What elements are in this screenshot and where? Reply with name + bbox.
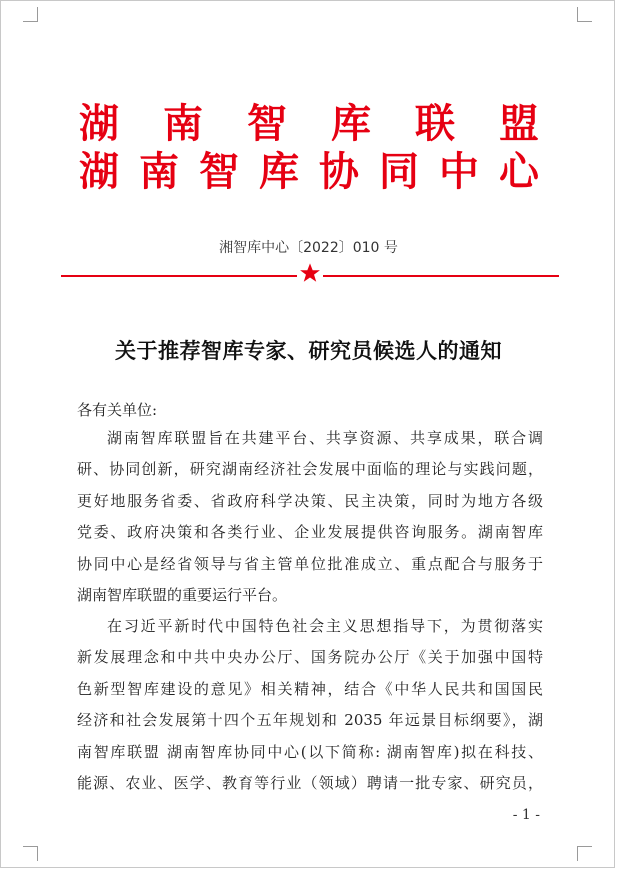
page-number: - 1 - [512, 807, 540, 823]
paragraph-line: 经济和社会发展第十四个五年规划和 2035 年远景目标纲要》，湖 [77, 711, 543, 730]
red-divider-right [323, 275, 559, 277]
paragraph-line: 新发展理念和中共中央办公厅、国务院办公厅《关于加强中国特 [77, 648, 543, 667]
salutation: 各有关单位: [77, 401, 158, 419]
paragraph-line: 湖南智库联盟的重要运行平台。 [77, 585, 288, 604]
paragraph-line: 协同中心是经省领导与省主管单位批准成立、重点配合与服务于 [77, 554, 543, 573]
body-paragraph-2 [77, 611, 543, 799]
paragraph-line: 在习近平新时代中国特色社会主义思想指导下，为贯彻落实 [107, 617, 543, 635]
issuer-name-line-2: 湖南智库协同中心 [79, 148, 539, 195]
paragraph-line: 能源、农业、医学、教育等行业（领域）聘请一批专家、研究员， [77, 773, 543, 792]
red-star-icon [299, 262, 321, 284]
red-divider-left [61, 275, 297, 277]
paragraph-line: 党委、政府决策和各类行业、企业发展提供咨询服务。湖南智库 [77, 523, 543, 542]
paragraph-line: 更好地服务省委、省政府科学决策、民主决策，同时为地方各级 [77, 491, 543, 510]
document-number: 湘智库中心〔2022〕010 号 [219, 240, 398, 256]
body-paragraph-1 [77, 423, 543, 611]
issuer-name-line-1: 湖 南 智 库 联 盟 [79, 100, 539, 147]
paragraph-line: 研、协同创新，研究湖南经济社会发展中面临的理论与实践问题， [77, 460, 543, 479]
paragraph-line: 湖南智库联盟旨在共建平台、共享资源、共享成果，联合调 [107, 429, 543, 447]
paragraph-line: 色新型智库建设的意见》相关精神，结合《中华人民共和国国民 [77, 679, 543, 698]
notice-title: 关于推荐智库专家、研究员候选人的通知 [115, 339, 502, 363]
crop-mark-top-left [23, 7, 38, 22]
crop-mark-top-right [577, 7, 592, 22]
paragraph-line: 南智库联盟 湖南智库协同中心(以下简称: 湖南智库)拟在科技、 [77, 742, 543, 761]
crop-mark-bottom-right [577, 846, 592, 861]
crop-mark-bottom-left [23, 846, 38, 861]
